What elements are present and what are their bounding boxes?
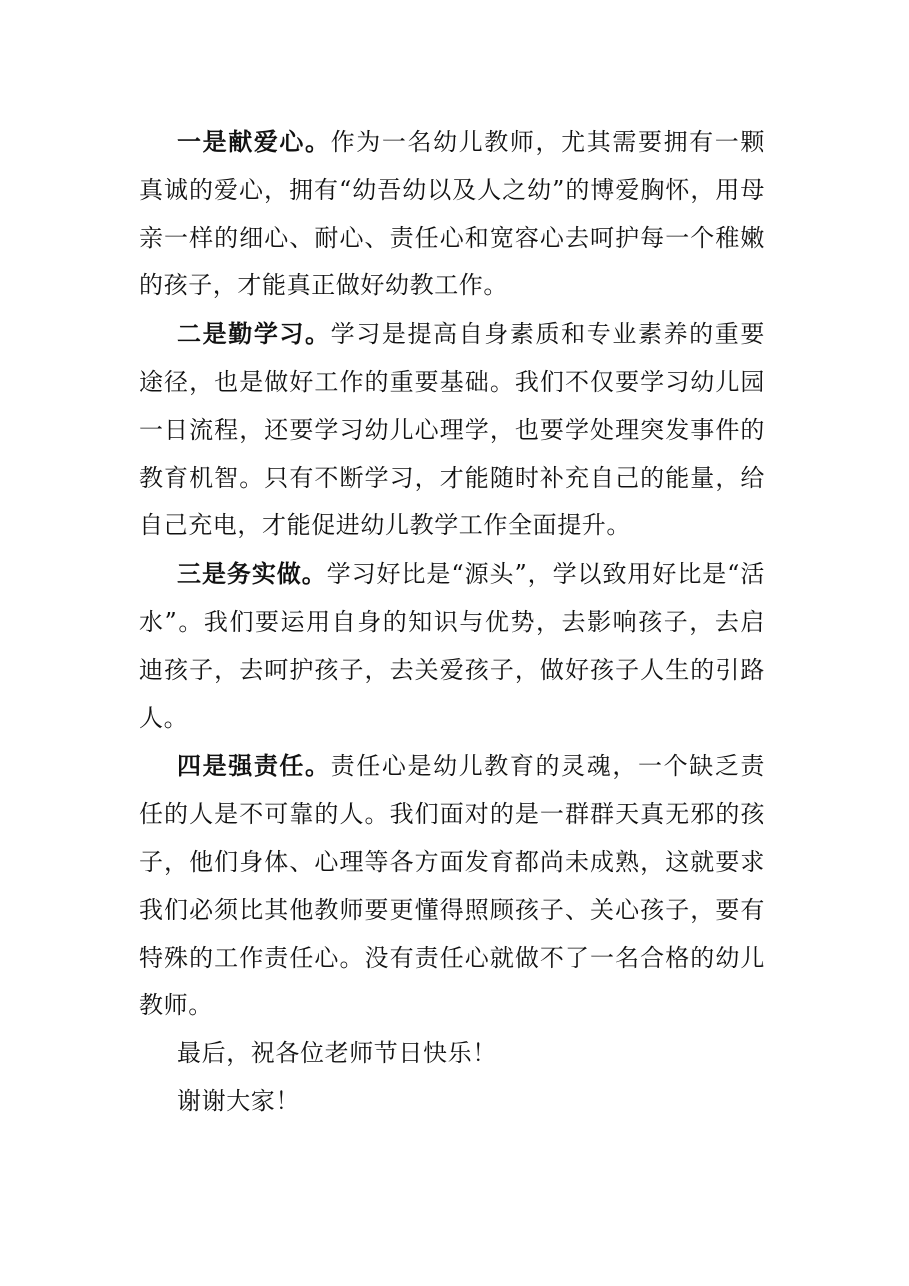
paragraph-text: 学习好比是“源头”，学以致用好比是“活水”。我们要运用自身的知识与优势，去影响孩子，去启迪孩子，去呵护孩子，去关爱孩子，做好孩子人生的引路人。 [139,560,765,732]
paragraph-lead: 二是勤学习。 [177,319,331,349]
paragraph-responsibility [139,742,765,1030]
paragraph-lead: 三是务实做。 [177,559,327,589]
speech-body [139,118,765,1126]
paragraph-text: 责任心是幼儿教育的灵魂，一个缺乏责任的人是不可靠的人。我们面对的是一群群天真无邪的孩子，他们身体、心理等各方面发育都尚未成熟，这就要求我们必须比其他教师要更懂得照顾孩子、关心孩子，要有特殊的工作责任心。没有责任心就做不了一名合格的幼儿教师。 [139,752,765,1020]
paragraph-text: 学习是提高自身素质和专业素养的重要途径，也是做好工作的重要基础。我们不仅要学习幼儿园一日流程，还要学习幼儿心理学，也要学处理突发事件的教育机智。只有不断学习，才能随时补充自己的能量，给自己充电，才能促进幼儿教学工作全面提升。 [139,320,765,540]
closing-thanks: 谢谢大家！ [177,1086,300,1115]
paragraph-lead: 四是强责任。 [177,751,331,781]
paragraph-lead: 一是献爱心。 [177,127,331,156]
paragraph-practice [139,550,765,742]
closing-wish: 最后，祝各位老师节日快乐！ [177,1039,497,1068]
paragraph-study [139,310,765,550]
paragraph-love [139,118,765,310]
paragraph-text: 作为一名幼儿教师，尤其需要拥有一颗真诚的爱心，拥有“幼吾幼以及人之幼”的博爱胸怀，用母亲一样的细心、耐心、责任心和宽容心去呵护每一个稚嫩的孩子，才能真正做好幼教工作。 [139,128,765,300]
